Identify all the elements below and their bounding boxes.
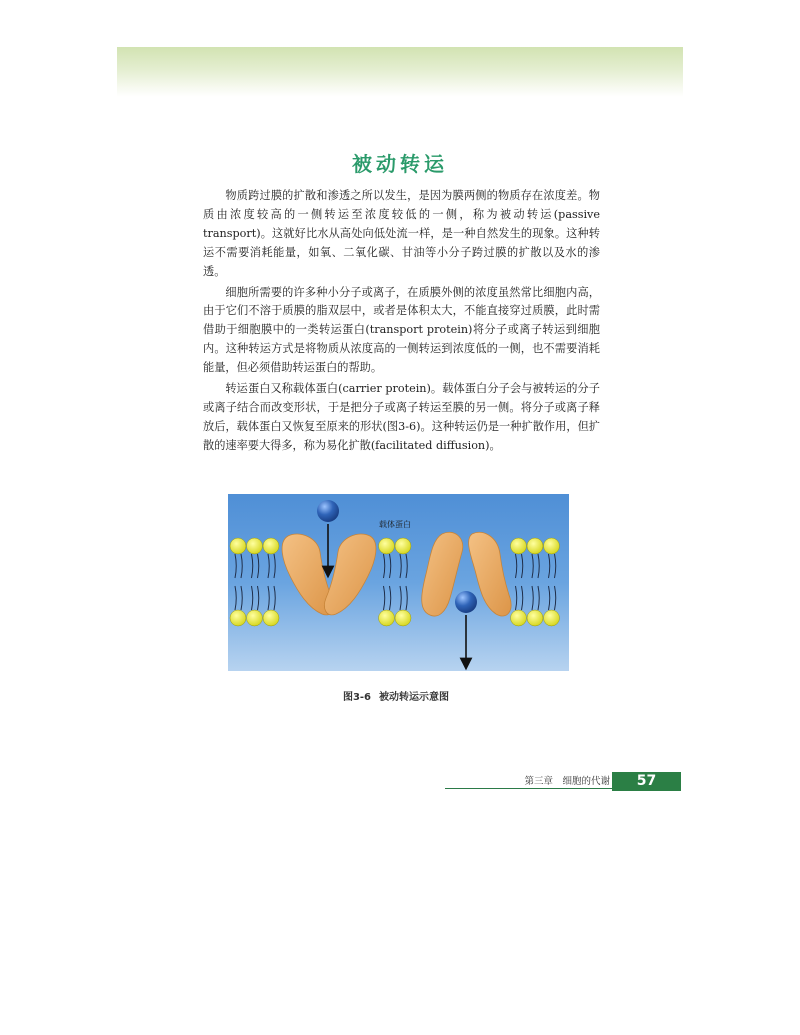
lipid-head <box>263 538 279 554</box>
lipid-head <box>247 610 263 626</box>
lipid-head <box>544 610 560 626</box>
lipid-head <box>263 610 279 626</box>
lipid-head <box>511 538 527 554</box>
carrier-protein-label: 载体蛋白 <box>379 520 411 529</box>
transported-molecule-bottom <box>455 591 477 613</box>
membrane-diagram <box>228 494 569 671</box>
figure-number: 图3-6 <box>342 692 372 703</box>
paragraph-3: 转运蛋白又称载体蛋白(carrier protein)。载体蛋白分子会与被转运的分子或离子结合而改变形状，于是把分子或离子转运至膜的另一侧。将分子或离子释放后，载体蛋白又恢复至原来的形状(图3-6)。这种转运仍是一种扩散作用，但扩散的速率要大得多，称为易化扩散(facilitated diffusion)。 <box>203 382 600 452</box>
header-band <box>117 47 683 97</box>
lipid-head <box>379 538 395 554</box>
lipid-head <box>395 538 411 554</box>
figure-caption-text: 被动转运示意图 <box>379 692 450 703</box>
paragraph-1: 物质跨过膜的扩散和渗透之所以发生，是因为膜两侧的物质存在浓度差。物质由浓度较高的一侧转运至浓度较低的一侧，称为被动转运(passive transport)。这就好比水从高处向低处流一样，是一种自然发生的现象。这种转运不需要消耗能量，如氧、二氧化碳、甘油等小分子跨过膜的扩散以及水的渗透。 <box>203 189 600 278</box>
paragraph-2: 细胞所需要的许多种小分子或离子，在质膜外侧的浓度虽然常比细胞内高，由于它们不溶于质膜的脂双层中，或者是体积太大，不能直接穿过质膜，此时需借助于细胞膜中的一类转运蛋白(transport protein)将分子或离子转运到细胞内。这种转运方式是将物质从浓度高的一侧转运到浓度低的一侧，也不需要消耗能量，但必须借助转运蛋白的帮助。 <box>203 285 600 375</box>
chapter-title: 第三章 细胞的代谢 <box>524 776 610 787</box>
page-title: 被动转运 <box>352 152 448 176</box>
lipid-head <box>230 538 246 554</box>
lipid-head <box>230 610 246 626</box>
page-number: 57 <box>612 772 681 791</box>
lipid-head <box>247 538 263 554</box>
passive-transport-figure <box>228 494 569 671</box>
footer-rule <box>445 788 612 789</box>
body-text <box>203 187 600 458</box>
lipid-head <box>527 610 543 626</box>
lipid-head <box>379 610 395 626</box>
lipid-head <box>395 610 411 626</box>
lipid-head <box>544 538 560 554</box>
lipid-head <box>527 538 543 554</box>
lipid-head <box>511 610 527 626</box>
figure-caption <box>0 688 800 703</box>
transported-molecule-top <box>317 500 339 522</box>
